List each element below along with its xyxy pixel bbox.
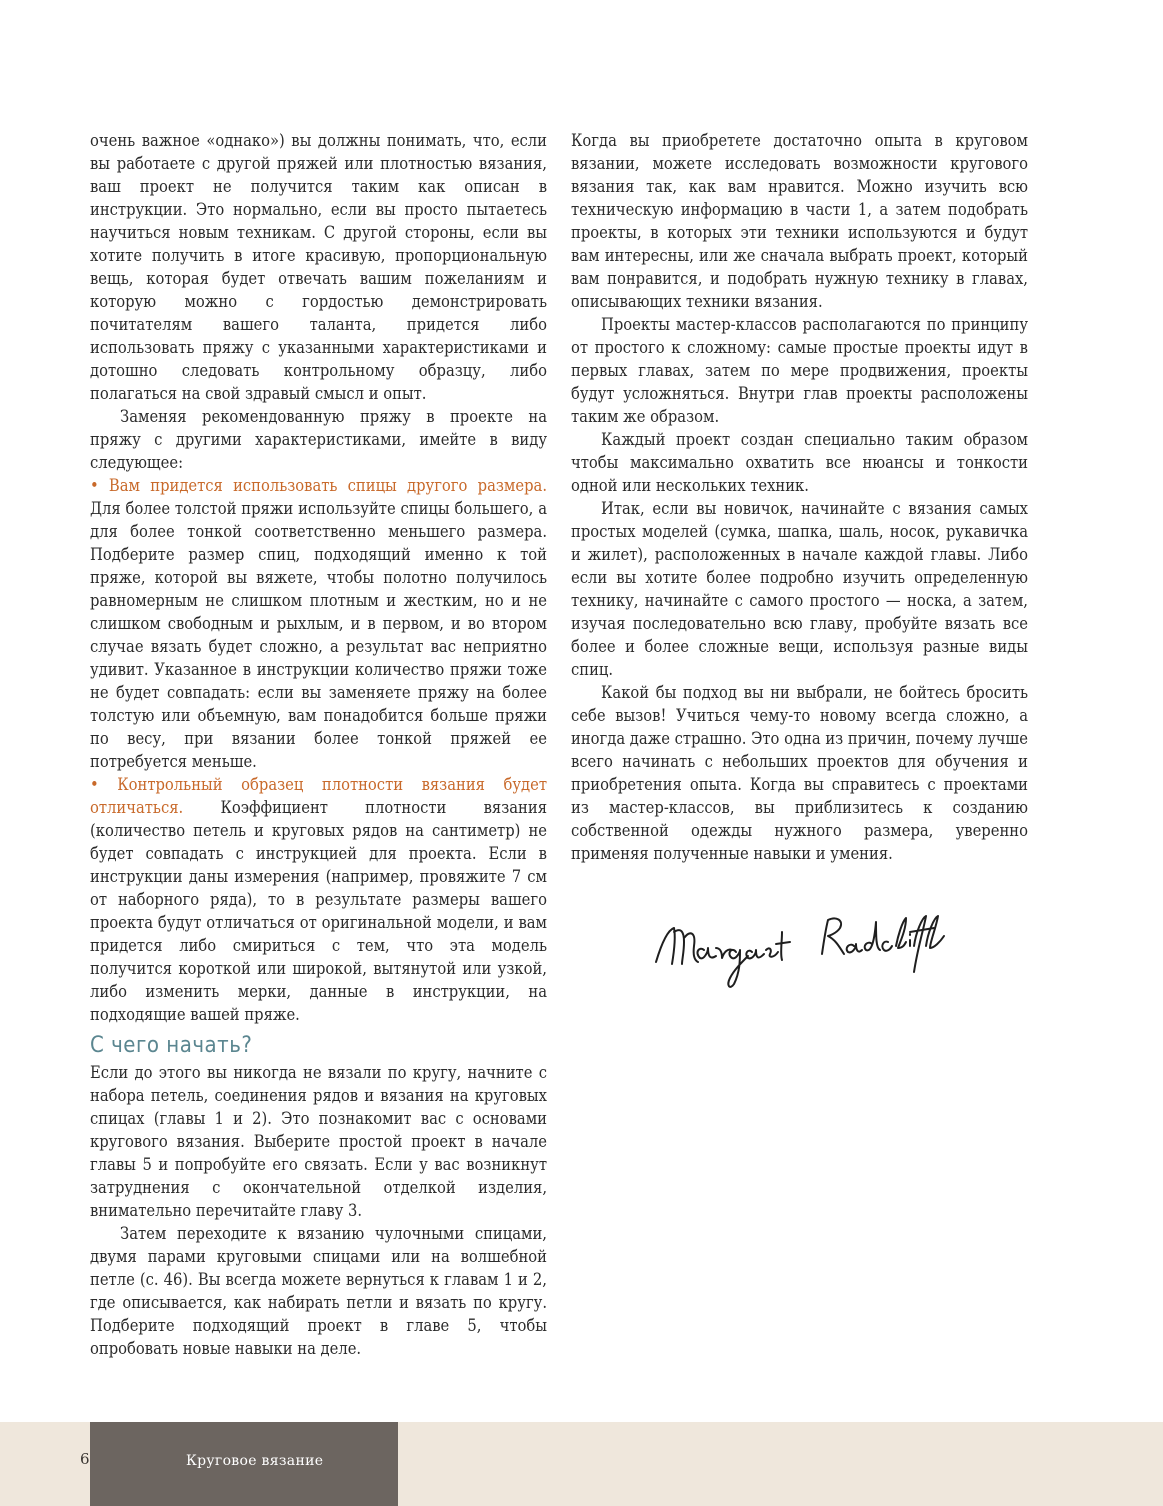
paragraph: очень важное «однако») вы должны понимать, что, если вы работаете с другой пряжей или плотностью вязания, ваш проект не получится таким как описан в инструкции. Это нормально, если вы просто пытаетесь научиться новым техникам. С другой стороны, если вы хотите получить в итоге красивую, пропорциональную вещь, которая будет отвечать вашим пожеланиям и которую можно с гордостью демонстрировать почитателям вашего таланта, придется либо использовать пряжу с указанными характеристиками и дотошно следовать контрольному образцу, либо полагаться на свой здравый смысл и опыт.: [90, 131, 547, 403]
paragraph: Проекты мастер-классов располагаются по принципу от простого к сложному: самые простые проекты идут в первых главах, затем по мере продвижения, проекты будут усложняться. Внутри глав проекты расположены таким же образом.: [571, 315, 1028, 426]
bullet-item: [90, 474, 547, 773]
bullet-lead: • Вам придется использовать спицы другого размера.: [90, 476, 547, 495]
paragraph: Каждый проект создан специально таким образом чтобы максимально охватить все нюансы и тонкости одной или нескольких техник.: [571, 430, 1028, 495]
bullet-item: [90, 773, 547, 1026]
paragraph: Когда вы приобретете достаточно опыта в круговом вязании, можете исследовать возможности кругового вязания так, как вам нравится. Можно изучить всю техническую информацию в части 1, а затем подобрать проекты, в которых эти техники используются и будут вам интересны, или же сначала выбрать проект, который вам понравится, и подобрать нужную технику в главах, описывающих техники вязания.: [571, 131, 1028, 311]
bullet-text: Для более толстой пряжи используйте спицы большего, а для более тонкой соответственно меньшего размера. Подберите размер спиц, подходящий именно к той пряже, которой вы вяжете, чтобы полотно получилось равномерным не слишком плотным и жестким, но и не слишком свободным и рыхлым, и в первом, и во втором случае вязать будет сложно, а результат вас неприятно удивит. Указанное в инструкции количество пряжи тоже не будет совпадать: если вы заменяете пряжу на более толстую или объемную, вам понадобится больше пряжи по весу, при вязании более тонкой пряжей ее потребуется меньше.: [90, 499, 547, 771]
right-column: [571, 129, 1028, 865]
left-column: [90, 129, 547, 1360]
paragraph: Какой бы подход вы ни выбрали, не бойтесь бросить себе вызов! Учиться чему-то новому всегда сложно, а иногда даже страшно. Это одна из причин, почему лучше всего начинать с небольших проектов для обучения и приобретения опыта. Когда вы справитесь с проектами из мастер-классов, вы приблизитесь к созданию собственной одежды нужного размера, уверенно применяя полученные навыки и умения.: [571, 683, 1028, 863]
bullet-lead: • Контрольный образец плотности вязания будет отличаться.: [90, 775, 547, 817]
bullet-text: Коэффициент плотности вязания (количество петель и круговых рядов на сантиметр) не будет совпадать с инструкцией для проекта. Если в инструкции даны измерения (например, провяжите 7 см от наборного ряда), то в результате размеры вашего проекта будут отличаться от оригинальной модели, и вам придется либо смириться с тем, что эта модель получится короткой или широкой, вытянутой или узкой, либо изменить мерки, данные в инструкции, на подходящие вашей пряже.: [90, 798, 547, 1024]
author-signature: [648, 902, 948, 992]
running-title: Круговое вязание: [186, 1453, 324, 1469]
section-heading: С чего начать?: [90, 1033, 253, 1058]
page-number: 6: [80, 1450, 90, 1468]
paragraph: Заменяя рекомендованную пряжу в проекте на пряжу с другими характеристиками, имейте в виду следующее:: [90, 407, 547, 472]
paragraph: Если до этого вы никогда не вязали по кругу, начните с набора петель, соединения рядов и вязания на круговых спицах (главы 1 и 2). Это познакомит вас с основами кругового вязания. Выберите простой проект в начале главы 5 и попробуйте его связать. Если у вас возникнут затруднения с окончательной отделкой изделия, внимательно перечитайте главу 3.: [90, 1063, 547, 1220]
paragraph: Затем переходите к вязанию чулочными спицами, двумя парами круговыми спицами или на волшебной петле (с. 46). Вы всегда можете вернуться к главам 1 и 2, где описывается, как набирать петли и вязать по кругу. Подберите подходящий проект в главе 5, чтобы опробовать новые навыки на деле.: [90, 1224, 547, 1358]
paragraph: Итак, если вы новичок, начинайте с вязания самых простых моделей (сумка, шапка, шаль, носок, рукавичка и жилет), расположенных в начале каждой главы. Либо если вы хотите более подробно изучить определенную технику, начинайте с самого простого — носка, а затем, изучая последовательно всю главу, пробуйте вязать все более и более сложные вещи, используя разные виды спиц.: [571, 499, 1028, 679]
